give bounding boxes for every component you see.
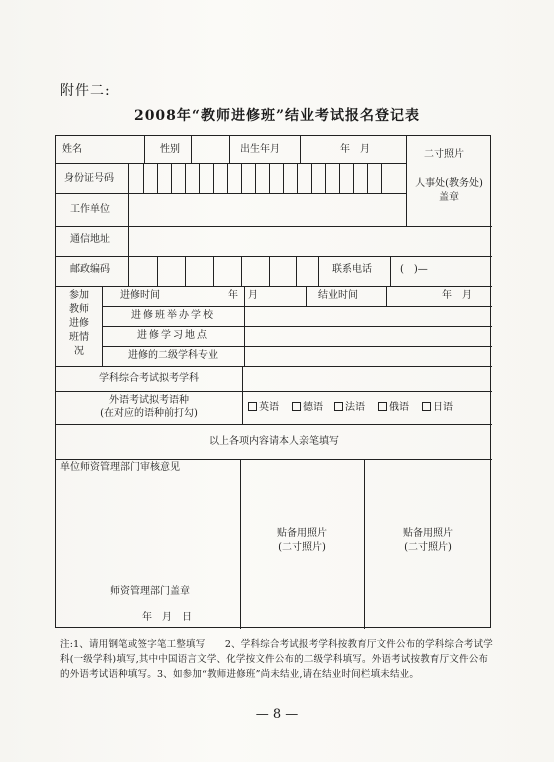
study-place-label: 进修学习地点 <box>137 330 209 341</box>
phone-format: ( )— <box>400 264 428 275</box>
postcode-label: 邮政编码 <box>70 264 110 275</box>
study-section-label-2: 教师 <box>69 304 89 315</box>
page-number: — 8 — <box>255 707 299 722</box>
checkbox-icon <box>422 402 431 411</box>
address-label: 通信地址 <box>70 234 110 245</box>
checkbox-icon <box>248 402 257 411</box>
footnotes: 注:1、请用钢笔或签字笔工整填写 2、学科综合考试报考学科按教育厅文件公布的学科综合考试学科(一级学科)填写,其中中国语言文学、化学按文件公布的二级学科填写。外语考试按教育厅文件公布的外语考试语种填写。3、如参加“教师进修班”尚未结业,请在结业时间栏填未结业。 <box>60 639 493 680</box>
study-section-label-3: 进修 <box>69 318 89 329</box>
id-number-label: 身份证号码 <box>64 173 114 184</box>
language-option-english[interactable]: 英语 <box>248 402 279 414</box>
work-unit-label: 工作单位 <box>70 204 110 215</box>
study-time-label: 进修时间 <box>120 290 160 301</box>
review-date: 年 月 日 <box>142 612 192 623</box>
checkbox-icon <box>378 402 387 411</box>
backup-photo-size-1: (二寸照片) <box>278 542 326 553</box>
personnel-stamp-line1: 人事处(教务处) <box>415 178 483 189</box>
attachment-label: 附件二: <box>60 83 111 99</box>
language-option-japanese[interactable]: 日语 <box>422 402 453 414</box>
study-major-label: 进修的二级学科专业 <box>128 350 218 361</box>
checkbox-icon <box>292 402 301 411</box>
form-title: 2008年“教师进修班”结业考试报名登记表 <box>133 108 421 124</box>
handwrite-note: 以上各项内容请本人亲笔填写 <box>209 436 339 447</box>
backup-photo-size-2: (二寸照片) <box>404 542 452 553</box>
review-opinion-label: 单位师资管理部门审核意见 <box>60 462 180 473</box>
language-option-russian[interactable]: 俄语 <box>378 402 409 414</box>
graduation-time-label: 结业时间 <box>318 290 358 301</box>
checkbox-icon <box>334 402 343 411</box>
backup-photo-label-1: 贴备用照片 <box>277 528 327 539</box>
gender-label: 性别 <box>160 144 180 155</box>
study-section-label-1: 参加 <box>69 290 89 301</box>
dept-stamp-label: 师资管理部门盖章 <box>110 586 190 597</box>
name-label: 姓名 <box>62 144 82 155</box>
subject-exam-label: 学科综合考试拟考学科 <box>99 373 199 384</box>
study-time-year-month: 年 月 <box>228 290 258 301</box>
study-section-label-5: 况 <box>74 346 84 357</box>
backup-photo-label-2: 贴备用照片 <box>403 528 453 539</box>
study-section-label-4: 班情 <box>69 332 89 343</box>
study-school-label: 进修班举办学校 <box>131 310 215 321</box>
registration-form <box>55 135 491 628</box>
language-exam-label-line2: (在对应的语种前打勾) <box>100 408 198 419</box>
photo-label: 二寸照片 <box>424 149 464 160</box>
birth-label: 出生年月 <box>240 144 280 155</box>
phone-label: 联系电话 <box>332 264 372 275</box>
language-option-german[interactable]: 德语 <box>292 402 323 414</box>
birth-year-month: 年 月 <box>340 144 370 155</box>
language-exam-label-line1: 外语考试拟考语种 <box>109 395 189 406</box>
personnel-stamp-line2: 盖章 <box>439 192 459 203</box>
language-option-french[interactable]: 法语 <box>334 402 365 414</box>
graduation-time-year-month: 年 月 <box>442 290 472 301</box>
